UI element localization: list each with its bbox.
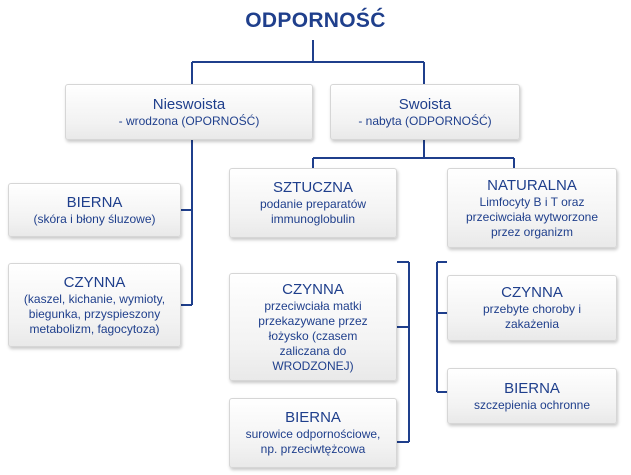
node-sztuczna [229,168,397,238]
node-bierna-nieswoista-label: BIERNA [66,193,123,211]
node-swoista-label: Swoista [398,95,452,113]
node-bierna-naturalna-sub: szczepienia ochronne [473,397,591,412]
node-sztuczna-sub: podanie preparatów immunoglobulin [259,197,367,226]
node-czynna-sztuczna [229,273,397,381]
node-czynna-naturalna-sub: przebyte choroby i zakażenia [482,302,582,331]
node-czynna-naturalna [447,275,617,341]
node-swoista [330,84,520,140]
node-naturalna-sub: Limfocyty B i T oraz przeciwciała wytworzone przez organizm [465,194,599,239]
node-bierna-naturalna [447,368,617,424]
node-nieswoista-sub: - wrodzona (OPORNOŚĆ) [118,113,260,128]
node-sztuczna-label: SZTUCZNA [273,179,353,196]
node-naturalna-label: NATURALNA [487,176,577,194]
node-nieswoista-label: Nieswoista [152,95,226,113]
node-czynna-sztuczna-sub: przeciwciała matki przekazywane przez łożysko (czasem zaliczana do WRODZONEJ) [258,298,368,373]
node-czynna-nieswoista-label: CZYNNA [63,273,126,291]
node-bierna-sztuczna-sub: surowice odpornościowe, np. przeciwtężcowa [245,427,381,456]
node-czynna-naturalna-label: CZYNNA [501,284,563,301]
node-naturalna [447,168,617,248]
node-czynna-sztuczna-label: CZYNNA [282,280,344,298]
diagram-title: ODPORNOŚĆ [245,9,386,32]
node-bierna-naturalna-label: BIERNA [504,379,560,397]
node-bierna-sztuczna [229,398,397,468]
node-nieswoista [65,84,313,140]
node-swoista-sub: - nabyta (ODPORNOŚĆ) [358,113,492,128]
node-bierna-nieswoista-sub: (skóra i błony śluzowe) [33,211,156,226]
node-bierna-nieswoista [8,183,181,237]
node-bierna-sztuczna-label: BIERNA [285,409,341,426]
node-czynna-nieswoista-sub: (kaszel, kichanie, wymioty, biegunka, przyspieszony metabolizm, fagocytoza) [23,291,166,336]
node-czynna-nieswoista [8,263,181,347]
